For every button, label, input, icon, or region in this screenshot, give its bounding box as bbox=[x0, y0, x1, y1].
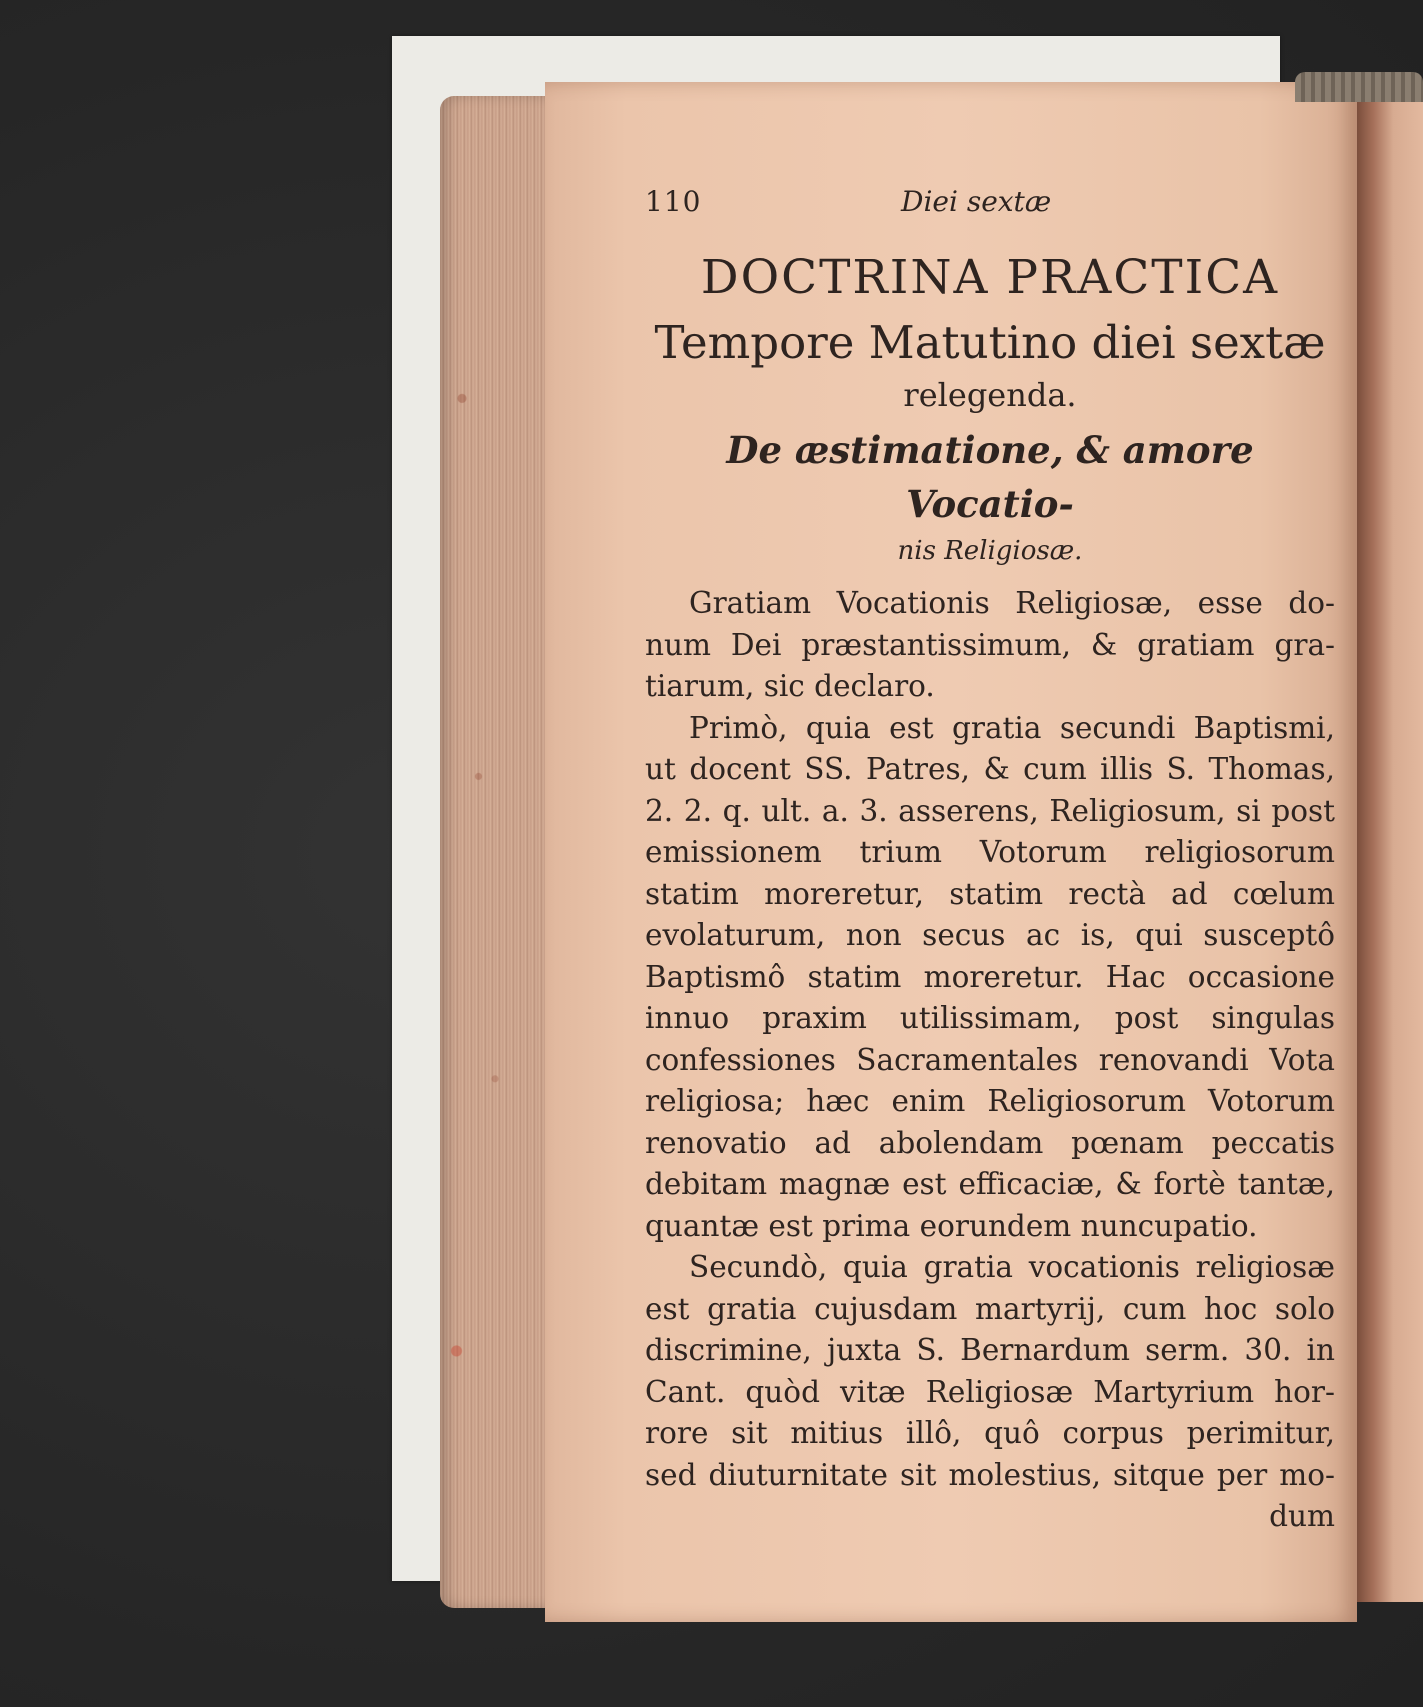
text-line: Cant. quòd vitæ Religiosæ Martyrium hor- bbox=[645, 1374, 1335, 1409]
text-line: sed diuturnitate sit molestius, sitque per mo- bbox=[645, 1457, 1335, 1492]
text-line: emissionem trium Votorum religiosorum bbox=[645, 835, 1335, 869]
text-line: discrimine, juxta S. Bernardum serm. 30. in bbox=[645, 1333, 1335, 1367]
text-line: innuo praxim utilissimam, post singulas bbox=[645, 1001, 1335, 1035]
subtitle-line-2: nis Religiosæ. bbox=[897, 536, 1083, 566]
catchword: dum bbox=[1269, 1499, 1335, 1533]
text-line: Primò, quia est gratia secundi Baptismi, bbox=[689, 710, 1335, 745]
text-line: est gratia cujusdam martyrij, cum hoc solo bbox=[645, 1291, 1335, 1326]
title-line-3: relegenda. bbox=[903, 376, 1077, 414]
text-line: evolaturum, non secus ac is, qui susceptô bbox=[645, 918, 1335, 952]
text-line: religiosa; hæc enim Religiosorum Votorum bbox=[645, 1084, 1335, 1118]
text-line: Gratiam Vocationis Religiosæ, esse do- bbox=[689, 586, 1335, 620]
text-line: Baptismô statim moreretur. Hac occasione bbox=[645, 959, 1335, 994]
paragraph-2 bbox=[645, 708, 1335, 1248]
book-gutter bbox=[1357, 102, 1423, 1602]
title-line-1: DOCTRINA PRACTICA bbox=[700, 250, 1280, 305]
text-line: quantæ est prima eorundem nuncupatio. bbox=[645, 1208, 1258, 1243]
text-line: debitam magnæ est efficaciæ, & fortè tantæ, bbox=[645, 1167, 1335, 1201]
paragraph-3 bbox=[645, 1247, 1335, 1538]
text-line: num Dei præstantissimum, & gratiam gra- bbox=[645, 627, 1335, 662]
text-line: Secundò, quia gratia vocationis religiosæ bbox=[689, 1250, 1335, 1284]
page-text bbox=[645, 185, 1335, 1538]
text-line: confessiones Sacramentales renovandi Vota bbox=[645, 1042, 1335, 1077]
running-head bbox=[645, 185, 1335, 229]
paragraph-1 bbox=[645, 583, 1335, 708]
text-line: renovatio ad abolendam pœnam peccatis bbox=[645, 1125, 1335, 1160]
text-line: ut docent SS. Patres, & cum illis S. Thomas, bbox=[645, 752, 1335, 786]
page-number: 110 bbox=[645, 185, 702, 218]
title-line-2: Tempore Matutino diei sextæ bbox=[654, 316, 1326, 369]
text-line: rore sit mitius illô, quô corpus perimitur, bbox=[645, 1416, 1335, 1450]
subtitle-line-1: De æstimatione, & amore Vocatio- bbox=[726, 428, 1254, 526]
text-line: statim moreretur, statim rectà ad cœlum bbox=[645, 876, 1335, 911]
page-edge-stains bbox=[440, 96, 550, 1608]
headband bbox=[1295, 72, 1423, 102]
running-head-title: Diei sextæ bbox=[901, 185, 1052, 218]
text-line: 2. 2. q. ult. a. 3. asserens, Religiosum, si post bbox=[645, 793, 1335, 828]
text-line: tiarum, sic declaro. bbox=[645, 669, 935, 703]
